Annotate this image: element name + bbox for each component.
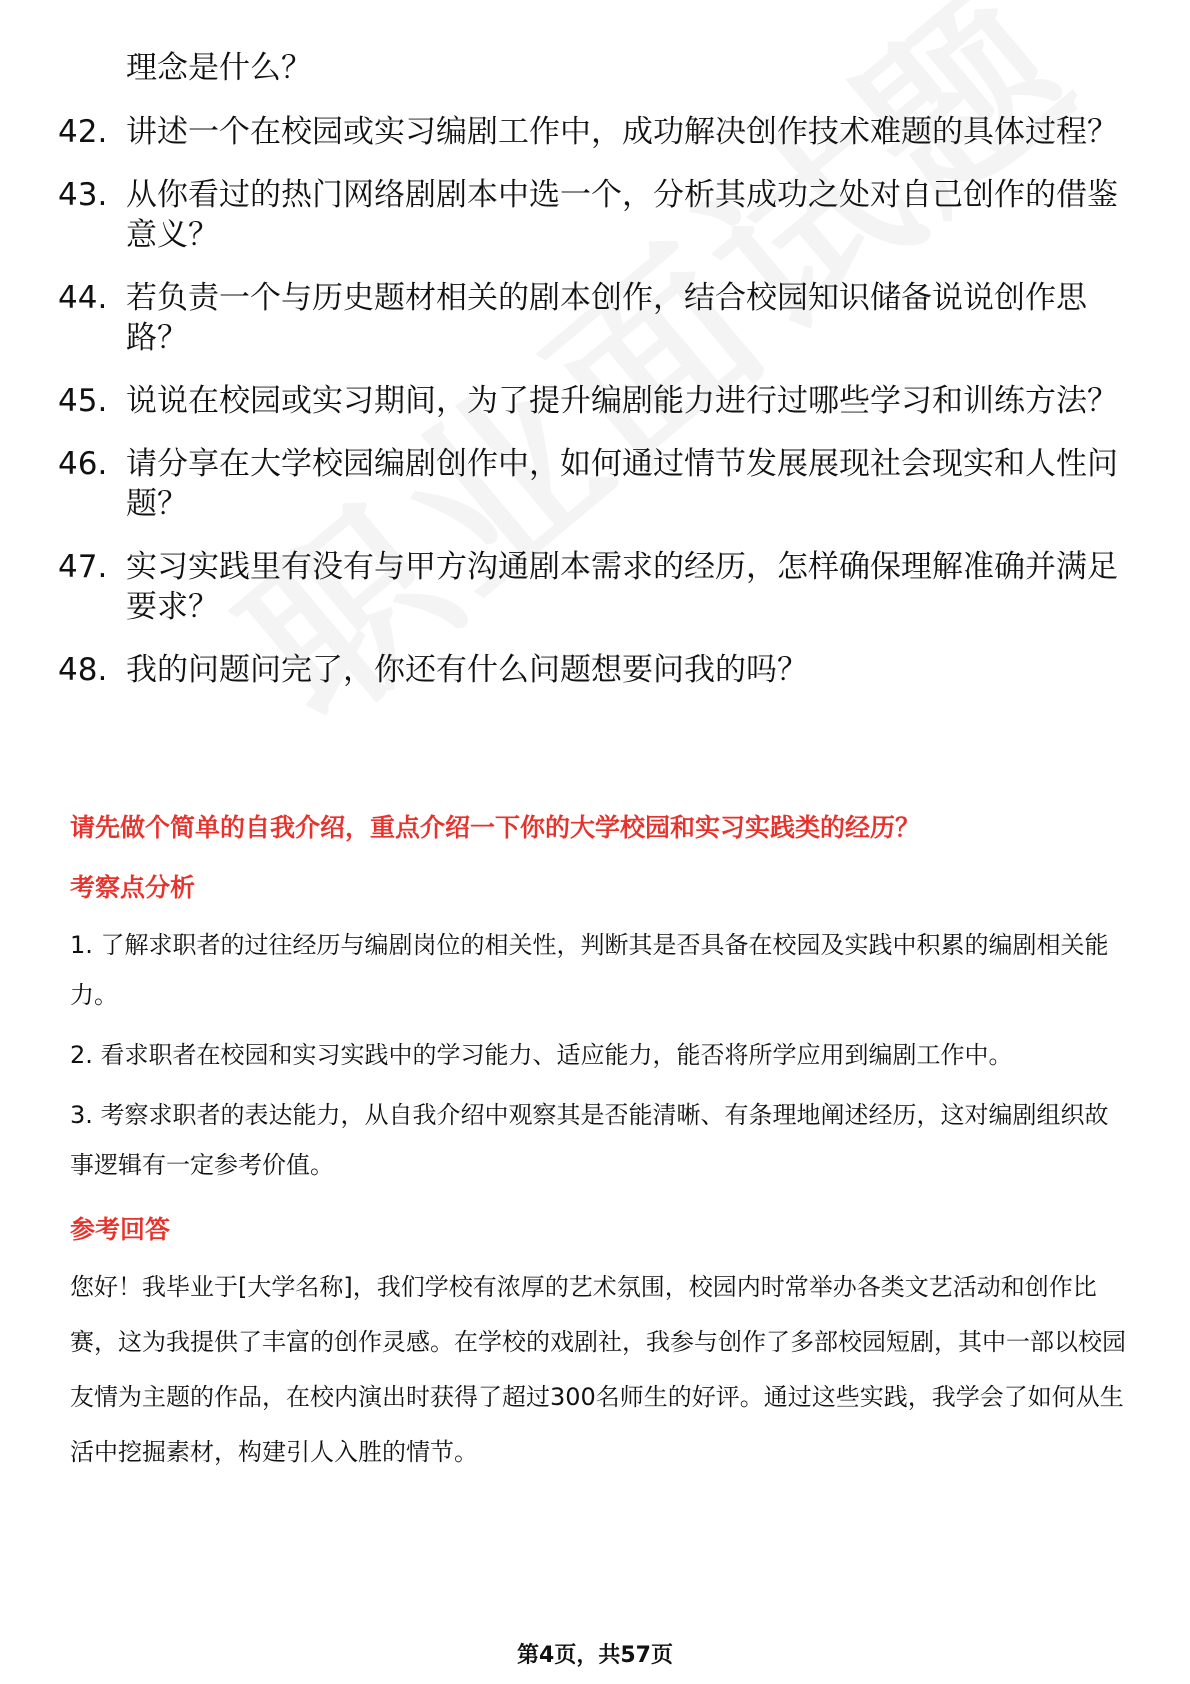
question-number: 43. (58, 177, 108, 213)
question-item (58, 444, 1118, 524)
analysis-point: 1. 了解求职者的过往经历与编剧岗位的相关性，判断其是否具备在校园及实践中积累的编剧相关能力。 (70, 931, 1109, 1009)
question-item (58, 278, 1118, 358)
question-continuation: 理念是什么？ (126, 50, 312, 86)
question-text: 若负责一个与历史题材相关的剧本创作，结合校园知识储备说说创作思路？ (126, 280, 1087, 356)
question-item (58, 650, 1118, 690)
question-text: 讲述一个在校园或实习编剧工作中，成功解决创作技术难题的具体过程？ (126, 114, 1118, 150)
question-number: 48. (58, 652, 108, 688)
featured-question-heading: 请先做个简单的自我介绍，重点介绍一下你的大学校园和实习实践类的经历？ (70, 813, 921, 842)
question-item (58, 112, 1118, 152)
question-number: 47. (58, 549, 108, 585)
question-item (58, 547, 1118, 627)
analysis-point: 2. 看求职者在校园和实习实践中的学习能力、适应能力，能否将所学应用到编剧工作中。 (70, 1041, 1013, 1069)
question-text: 说说在校园或实习期间，为了提升编剧能力进行过哪些学习和训练方法？ (126, 383, 1118, 419)
question-item (58, 175, 1118, 255)
question-text: 实习实践里有没有与甲方沟通剧本需求的经历，怎样确保理解准确并满足要求？ (126, 549, 1118, 625)
question-list (58, 48, 1118, 713)
question-number: 46. (58, 446, 108, 482)
question-text: 从你看过的热门网络剧剧本中选一个，分析其成功之处对自己创作的借鉴意义？ (126, 177, 1118, 253)
page-number: 第4页，共57页 (517, 1643, 673, 1668)
question-number: 42. (58, 114, 108, 150)
answer-section (70, 810, 1130, 1490)
reference-answer-text: 您好！我毕业于[大学名称]，我们学校有浓厚的艺术氛围，校园内时常举办各类文艺活动和创作比赛，这为我提供了丰富的创作灵感。在学校的戏剧社，我参与创作了多部校园短剧，其中一部以校园友情为主题的作品，在校内演出时获得了超过300名师生的好评。通过这些实践，我学会了如何从生活中挖掘素材，构建引人入胜的情节。 (70, 1273, 1126, 1466)
question-text: 请分享在大学校园编剧创作中，如何通过情节发展展现社会现实和人性问题？ (126, 446, 1118, 522)
reference-answer-heading: 参考回答 (70, 1215, 171, 1244)
question-item (58, 381, 1118, 421)
question-text: 我的问题问完了，你还有什么问题想要问我的吗？ (126, 652, 808, 688)
question-number: 45. (58, 383, 108, 419)
question-number: 44. (58, 280, 108, 316)
analysis-heading: 考察点分析 (70, 873, 196, 902)
analysis-point: 3. 考察求职者的表达能力，从自我介绍中观察其是否能清晰、有条理地阐述经历，这对编剧组织故事逻辑有一定参考价值。 (70, 1101, 1109, 1179)
